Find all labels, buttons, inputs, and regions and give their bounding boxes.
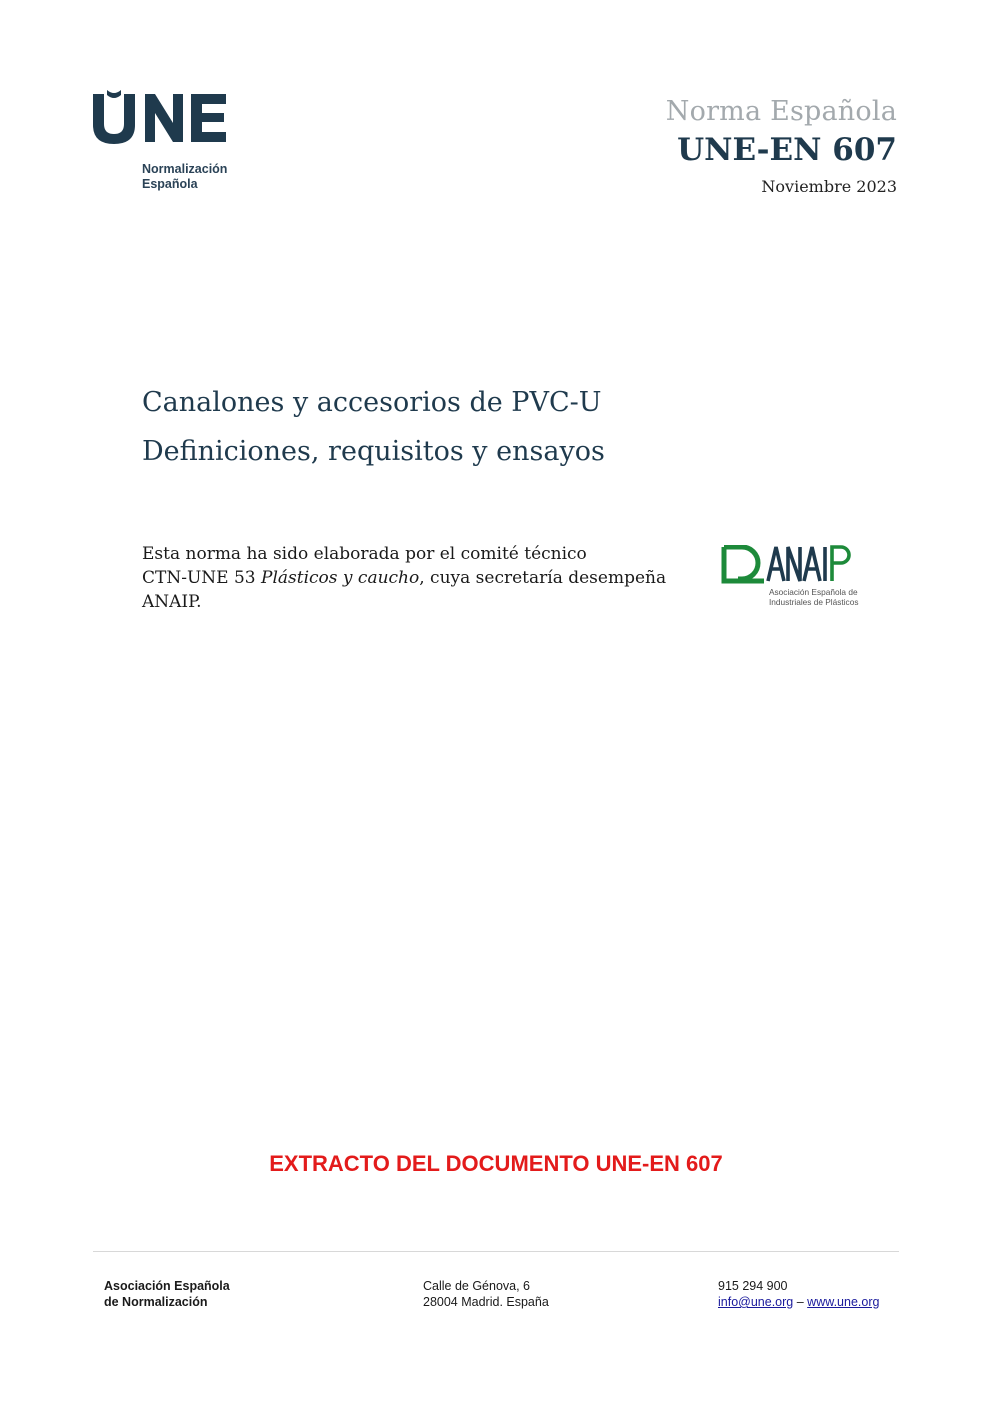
committee-name: Plásticos y caucho (261, 568, 420, 588)
extract-notice: EXTRACTO DEL DOCUMENTO UNE-EN 607 (269, 1151, 723, 1176)
footer-phone: 915 294 900 (718, 1279, 788, 1293)
footer-organization (104, 1278, 230, 1310)
logo-sub-line2: Española (142, 177, 198, 191)
anaip-sub-line1: Asociación Española de (769, 587, 858, 597)
footer-address (423, 1278, 549, 1310)
committee-text-after: , cuya secretaría desempeña (419, 568, 667, 588)
committee-text-before: Esta norma ha sido elaborada por el comité técnico (142, 544, 587, 564)
document-subtitle: Definiciones, requisitos y ensayos (142, 436, 605, 467)
footer-org-line2: de Normalización (104, 1295, 208, 1309)
footer-org-line1: Asociación Española (104, 1279, 230, 1293)
norma-label: Norma Española (665, 96, 897, 127)
anaip-logo-subtitle (769, 587, 858, 607)
committee-paragraph (142, 542, 682, 614)
norma-code: UNE-EN 607 (677, 132, 897, 168)
une-wordmark-icon (93, 90, 233, 150)
footer-link-separator: – (796, 1295, 804, 1309)
anaip-wordmark-icon (720, 545, 860, 587)
footer-links (718, 1294, 879, 1310)
email-link[interactable]: info@une.org (718, 1295, 794, 1309)
footer-contact (718, 1278, 879, 1310)
norma-date: Noviembre 2023 (761, 177, 897, 196)
footer-address-line1: Calle de Génova, 6 (423, 1279, 531, 1293)
footer-divider (93, 1251, 899, 1252)
logo-sub-line1: Normalización (142, 162, 228, 176)
committee-code: CTN-UNE 53 (142, 568, 256, 588)
une-logo-subtitle (142, 162, 227, 192)
footer-address-line2: 28004 Madrid. España (423, 1295, 549, 1309)
website-link[interactable]: www.une.org (807, 1295, 880, 1309)
anaip-sub-line2: Industriales de Plásticos (769, 597, 859, 607)
committee-secretariat: ANAIP. (142, 592, 202, 612)
document-title: Canalones y accesorios de PVC-U (142, 387, 602, 418)
anaip-logo (720, 545, 860, 609)
